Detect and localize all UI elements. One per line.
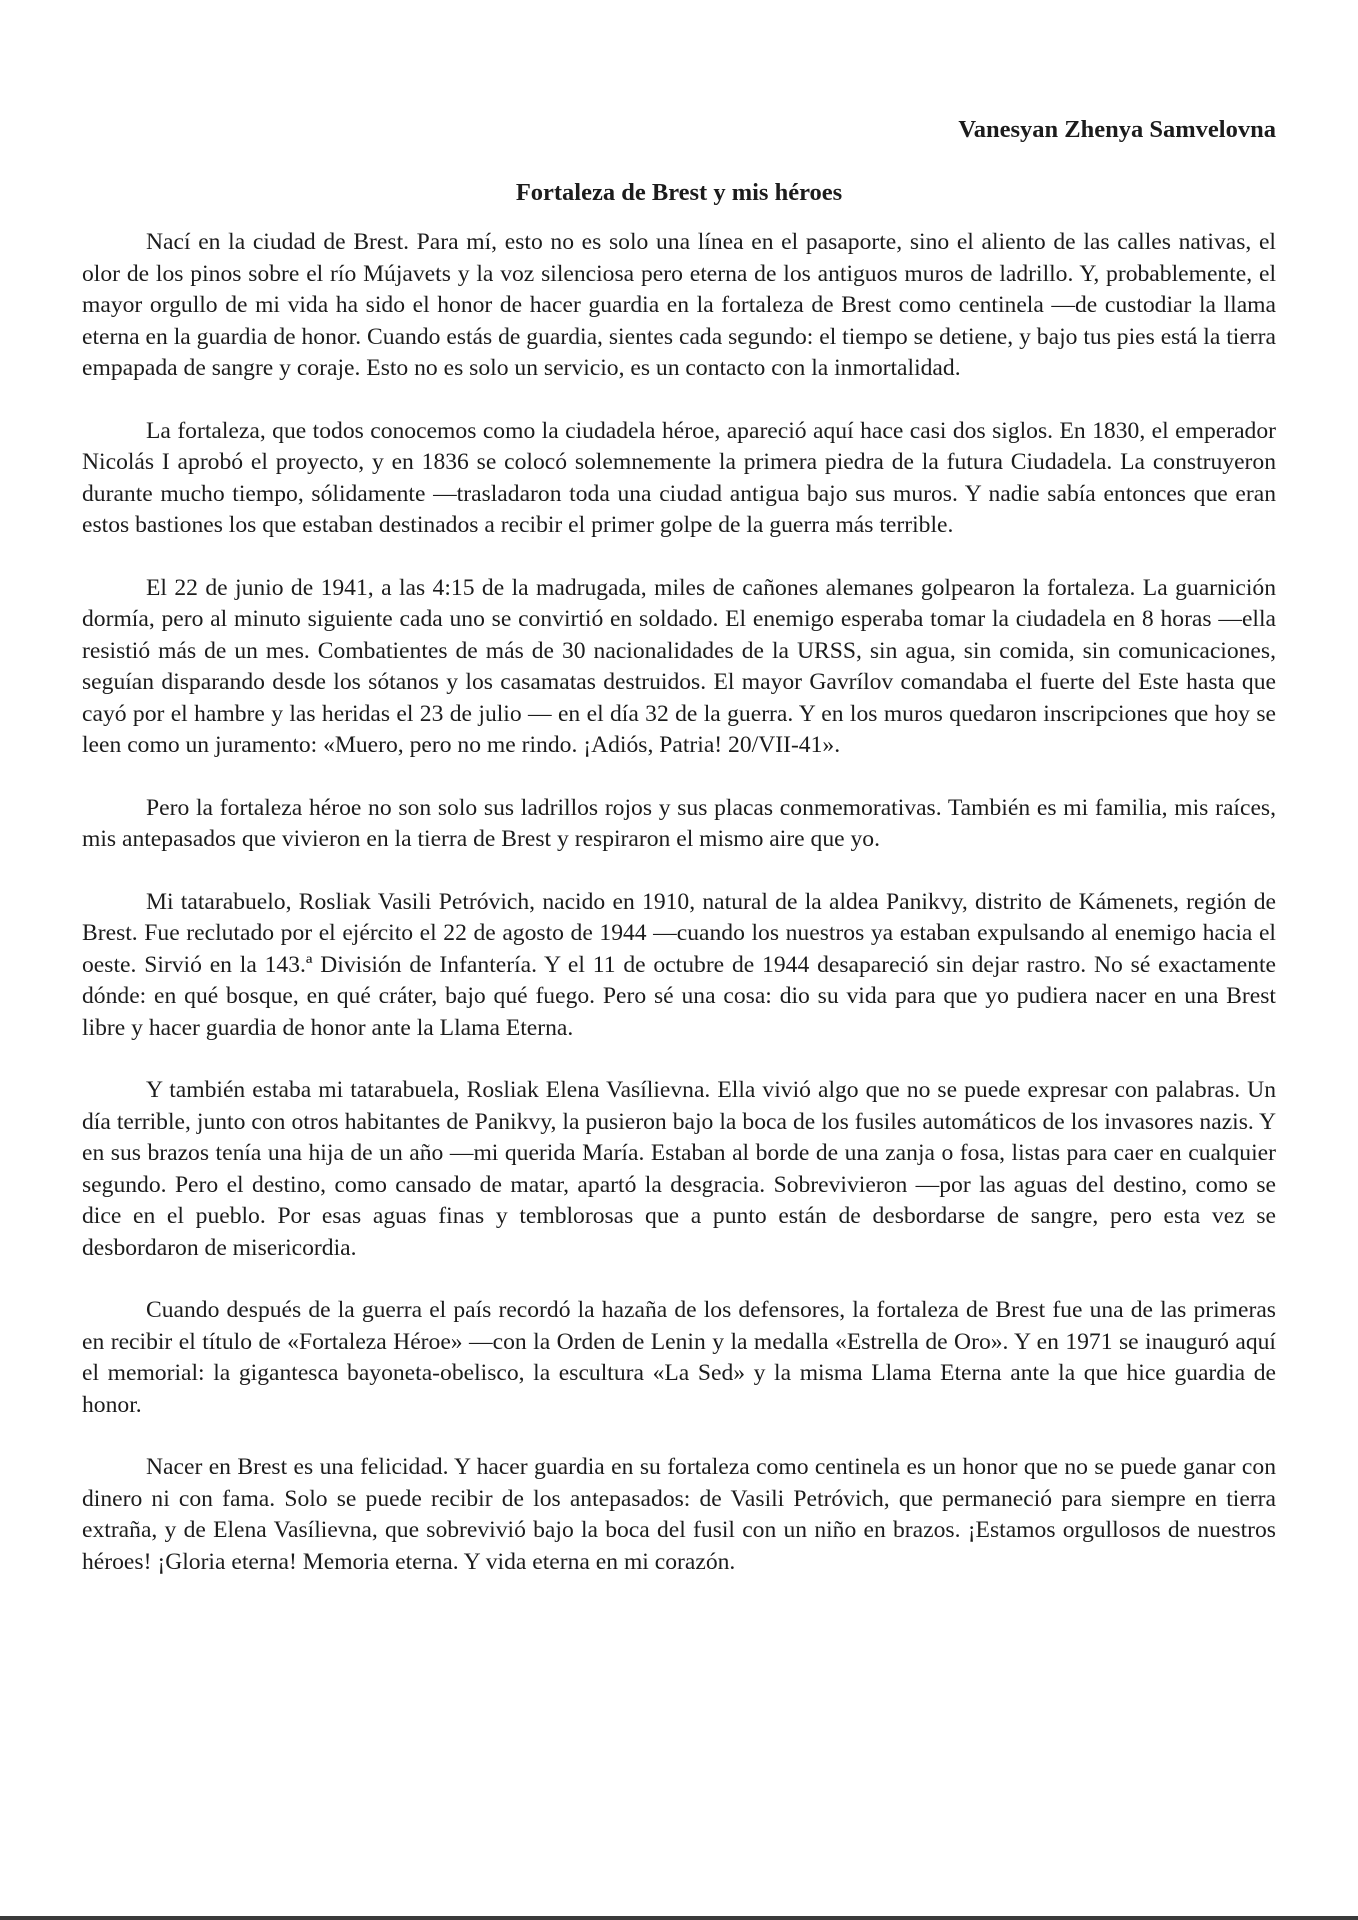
paragraph-4: Pero la fortaleza héroe no son solo sus ladrillos rojos y sus placas conmemorativas. También es mi familia, mis raíces, mis antepasados que vivieron en la tierra de Brest y respiraron el mismo aire que yo. [82,794,1276,852]
author-name: Vanesyan Zhenya Samvelovna [958,116,1276,143]
paragraph-1: Nací en la ciudad de Brest. Para mí, esto no es solo una línea en el pasaporte, sino el aliento de las calles nativas, el olor de los pinos sobre el río Mújavets y la voz silenciosa pero eterna de los antiguos muros de ladrillo. Y, probablemente, el mayor orgullo de mi vida ha sido el honor de hacer guardia en la fortaleza de Brest como centinela —de custodiar la llama eterna en la guardia de honor. Cuando estás de guardia, sientes cada segundo: el tiempo se detiene, y bajo tus pies está la tierra empapada de sangre y coraje. Esto no es solo un servicio, es un contacto con la inmortalidad. [82,229,1276,381]
paragraph-2: La fortaleza, que todos conocemos como la ciudadela héroe, apareció aquí hace casi dos siglos. En 1830, el emperador Nicolás I aprobó el proyecto, y en 1836 se colocó solemnemente la primera piedra de la futura Ciudadela. La construyeron durante mucho tiempo, sólidamente —trasladaron toda una ciudad antigua bajo sus muros. Y nadie sabía entonces que eran estos bastiones los que estaban destinados a recibir el primer golpe de la guerra más terrible. [82,417,1276,538]
paragraph-7: Cuando después de la guerra el país recordó la hazaña de los defensores, la fortaleza de Brest fue una de las primeras en recibir el título de «Fortaleza Héroe» —con la Orden de Lenin y la medalla «Estrella de Oro». Y en 1971 se inauguró aquí el memorial: la gigantesca bayoneta-obelisco, la escultura «La Sed» y la misma Llama Eterna ante la que hice guardia de honor. [82,1297,1276,1418]
essay-title: Fortaleza de Brest y mis héroes [515,179,843,206]
paragraph-5: Mi tatarabuelo, Rosliak Vasili Petróvich, nacido en 1910, natural de la aldea Panikvy, distrito de Kámenets, región de Brest. Fue reclutado por el ejército el 22 de agosto de 1944 —cuando los nuestros ya estaban expulsando al enemigo hacia el oeste. Sirvió en la 143.ª División de Infantería. Y el 11 de octubre de 1944 desapareció sin dejar rastro. No sé exactamente dónde: en qué bosque, en qué cráter, bajo qué fuego. Pero sé una cosa: dio su vida para que yo pudiera nacer en una Brest libre y hacer guardia de honor ante la Llama Eterna. [82,888,1276,1041]
paragraph-3: El 22 de junio de 1941, a las 4:15 de la madrugada, miles de cañones alemanes golpearon la fortaleza. La guarnición dormía, pero al minuto siguiente cada uno se convirtió en soldado. El enemigo esperaba tomar la ciudadela en 8 horas —ella resistió más de un mes. Combatientes de más de 30 nacionalidades de la URSS, sin agua, sin comida, sin comunicaciones, seguían disparando desde los sótanos y los casamatas destruidos. El mayor Gavrílov comandaba el fuerte del Este hasta que cayó por el hambre y las heridas el 23 de julio — en el día 32 de la guerra. Y en los muros quedaron inscripciones que hoy se leen como un juramento: «Muero, pero no me rindo. ¡Adiós, Patria! 20/VII-41». [82,574,1276,758]
paragraph-6: Y también estaba mi tatarabuela, Rosliak Elena Vasílievna. Ella vivió algo que no se puede expresar con palabras. Un día terrible, junto con otros habitantes de Panikvy, la pusieron bajo la boca de los fusiles automáticos de los invasores nazis. Y en sus brazos tenía una hija de un año —mi querida María. Estaban al borde de una zanja o fosa, listas para caer en cualquier segundo. Pero el destino, como cansado de matar, apartó la desgracia. Sobrevivieron —por las aguas del destino, como se dice en el pueblo. Por esas aguas finas y temblorosas que a punto están de desbordarse de sangre, pero esta vez se desbordaron de misericordia. [82,1077,1276,1261]
bottom-edge-rule [0,1916,1358,1920]
paragraph-8: Nacer en Brest es una felicidad. Y hacer guardia en su fortaleza como centinela es un honor que no se puede ganar con dinero ni con fama. Solo se puede recibir de los antepasados: de Vasili Petróvich, que permaneció para siempre en tierra extraña, y de Elena Vasílievna, que sobrevivió bajo la boca del fusil con un niño en brazos. ¡Estamos orgullosos de nuestros héroes! ¡Gloria eterna! Memoria eterna. Y vida eterna en mi corazón. [82,1454,1276,1575]
